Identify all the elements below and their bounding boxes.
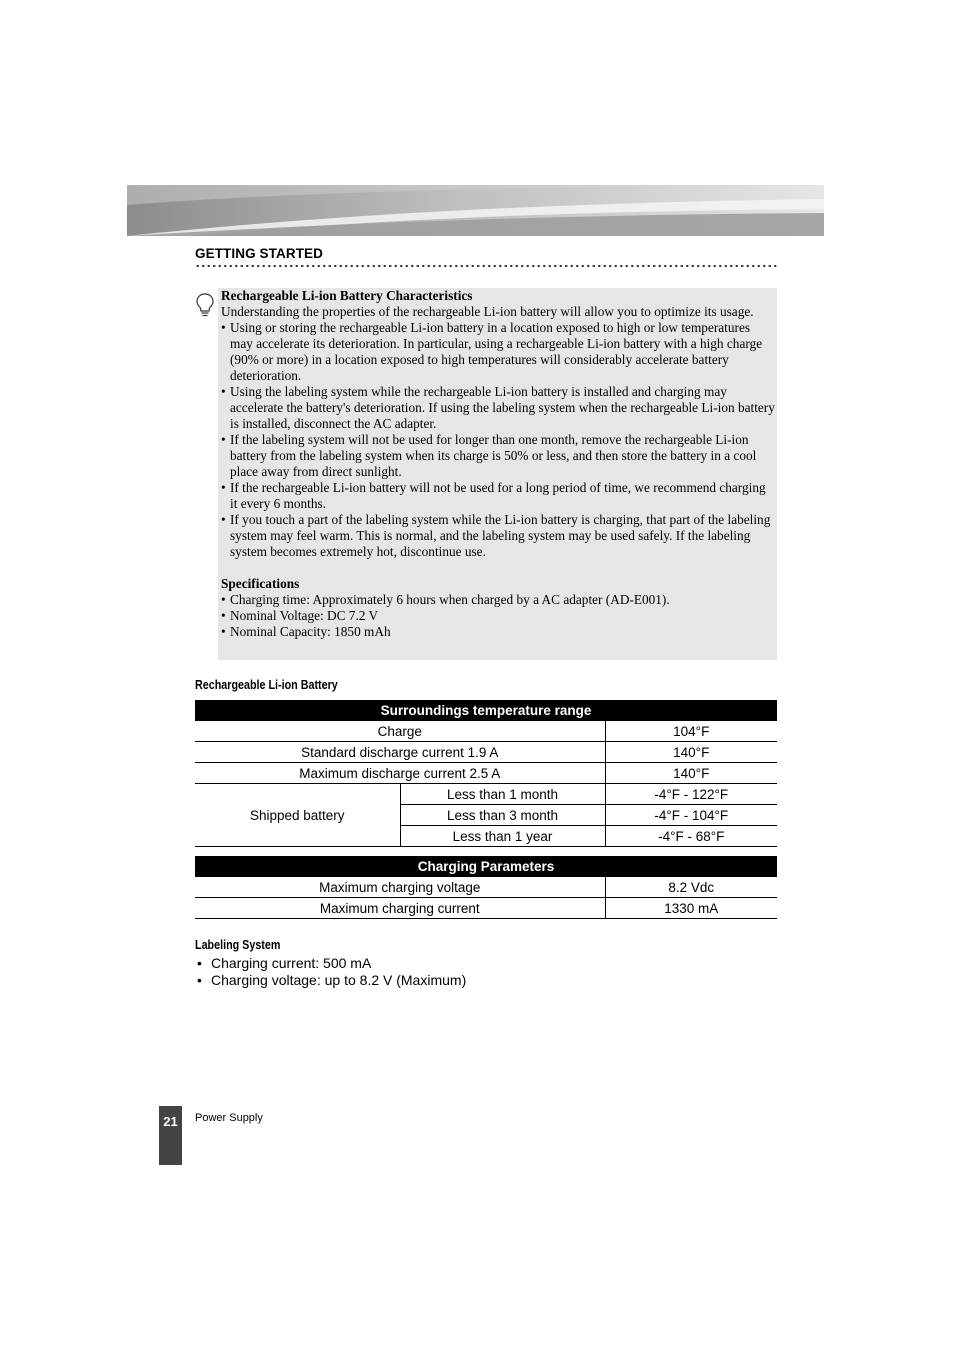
row-value: 8.2 Vdc (605, 877, 777, 898)
section-heading: GETTING STARTED (195, 246, 323, 261)
charging-table-header: Charging Parameters (195, 856, 777, 877)
period-cell: Less than 3 month (400, 805, 605, 826)
table-row (195, 784, 777, 805)
spec-item: • Nominal Capacity: 1850 mAh (221, 624, 775, 640)
row-value: -4°F - 122°F (605, 784, 777, 805)
note-bullet: • If you touch a part of the labeling system while the Li-ion battery is charging, that part of the labeling system may feel warm. This is normal, and the labeling system may be used safely. If the labeling system becomes extremely hot, discontinue use. (221, 512, 775, 560)
table-header-row (195, 700, 777, 721)
row-value: -4°F - 68°F (605, 826, 777, 847)
temperature-table-header: Surroundings temperature range (195, 700, 777, 721)
row-value: 1330 mA (605, 898, 777, 919)
row-label: Maximum discharge current 2.5 A (195, 763, 605, 784)
period-cell: Less than 1 year (400, 826, 605, 847)
spec-list (221, 592, 775, 640)
spec-title: Specifications (221, 576, 300, 591)
row-value: 140°F (605, 763, 777, 784)
spec-item: • Charging time: Approximately 6 hours when charged by a AC adapter (AD-E001). (221, 592, 775, 608)
note-bullet: • If the labeling system will not be used for longer than one month, remove the rechargeable Li-ion battery from the labeling system when its charge is 50% or less, and then store the battery in a cool place away from direct sunlight. (221, 432, 775, 480)
charging-parameters-table (195, 856, 777, 919)
list-item-text: Charging current: 500 mA (211, 955, 372, 971)
footer-label: Power Supply (195, 1112, 263, 1124)
table-header-row (195, 856, 777, 877)
battery-caption: Rechargeable Li-ion Battery (195, 678, 338, 692)
table-row (195, 898, 777, 919)
note-bullet: • If the rechargeable Li-ion battery will not be used for a long period of time, we recommend charging it every 6 months. (221, 480, 775, 512)
note-bullet: • Using or storing the rechargeable Li-ion battery in a location exposed to high or low temperatures may accelerate its deterioration. In particular, using a rechargeable Li-ion battery with a high charge (90% or more) in a location exposed to high temperatures will considerably accelerate battery deterioration. (221, 320, 775, 384)
table-row (195, 763, 777, 784)
lightbulb-icon (195, 292, 215, 318)
temperature-table (195, 700, 777, 847)
note-bullet: • Using the labeling system while the rechargeable Li-ion battery is installed and charging may accelerate the battery's deterioration. If using the labeling system when the rechargeable Li-ion battery is installed, disconnect the AC adapter. (221, 384, 775, 432)
table-row (195, 877, 777, 898)
list-item-text: Charging voltage: up to 8.2 V (Maximum) (211, 972, 467, 988)
dotted-divider (195, 264, 777, 268)
labeling-bullet-list (195, 955, 466, 989)
row-value: 140°F (605, 742, 777, 763)
table-row (195, 742, 777, 763)
spec-item: • Nominal Voltage: DC 7.2 V (221, 608, 775, 624)
period-cell: Less than 1 month (400, 784, 605, 805)
row-value: -4°F - 104°F (605, 805, 777, 826)
header-banner (127, 185, 824, 236)
shipped-battery-label: Shipped battery (195, 784, 400, 847)
row-label: Charge (195, 721, 605, 742)
labeling-caption: Labeling System (195, 938, 281, 952)
list-item (195, 972, 466, 989)
list-item (195, 955, 466, 972)
row-label: Standard discharge current 1.9 A (195, 742, 605, 763)
note-intro: Understanding the properties of the rechargeable Li-ion battery will allow you to optimize its usage. (221, 304, 754, 319)
row-label: Maximum charging current (195, 898, 605, 919)
note-content (221, 288, 775, 640)
row-label: Maximum charging voltage (195, 877, 605, 898)
row-value: 104°F (605, 721, 777, 742)
note-title: Rechargeable Li-ion Battery Characteristics (221, 288, 473, 303)
banner-swoosh-graphic (127, 185, 824, 236)
note-bullet-list (221, 320, 775, 560)
table-row (195, 721, 777, 742)
page-number: 21 (163, 1114, 178, 1129)
